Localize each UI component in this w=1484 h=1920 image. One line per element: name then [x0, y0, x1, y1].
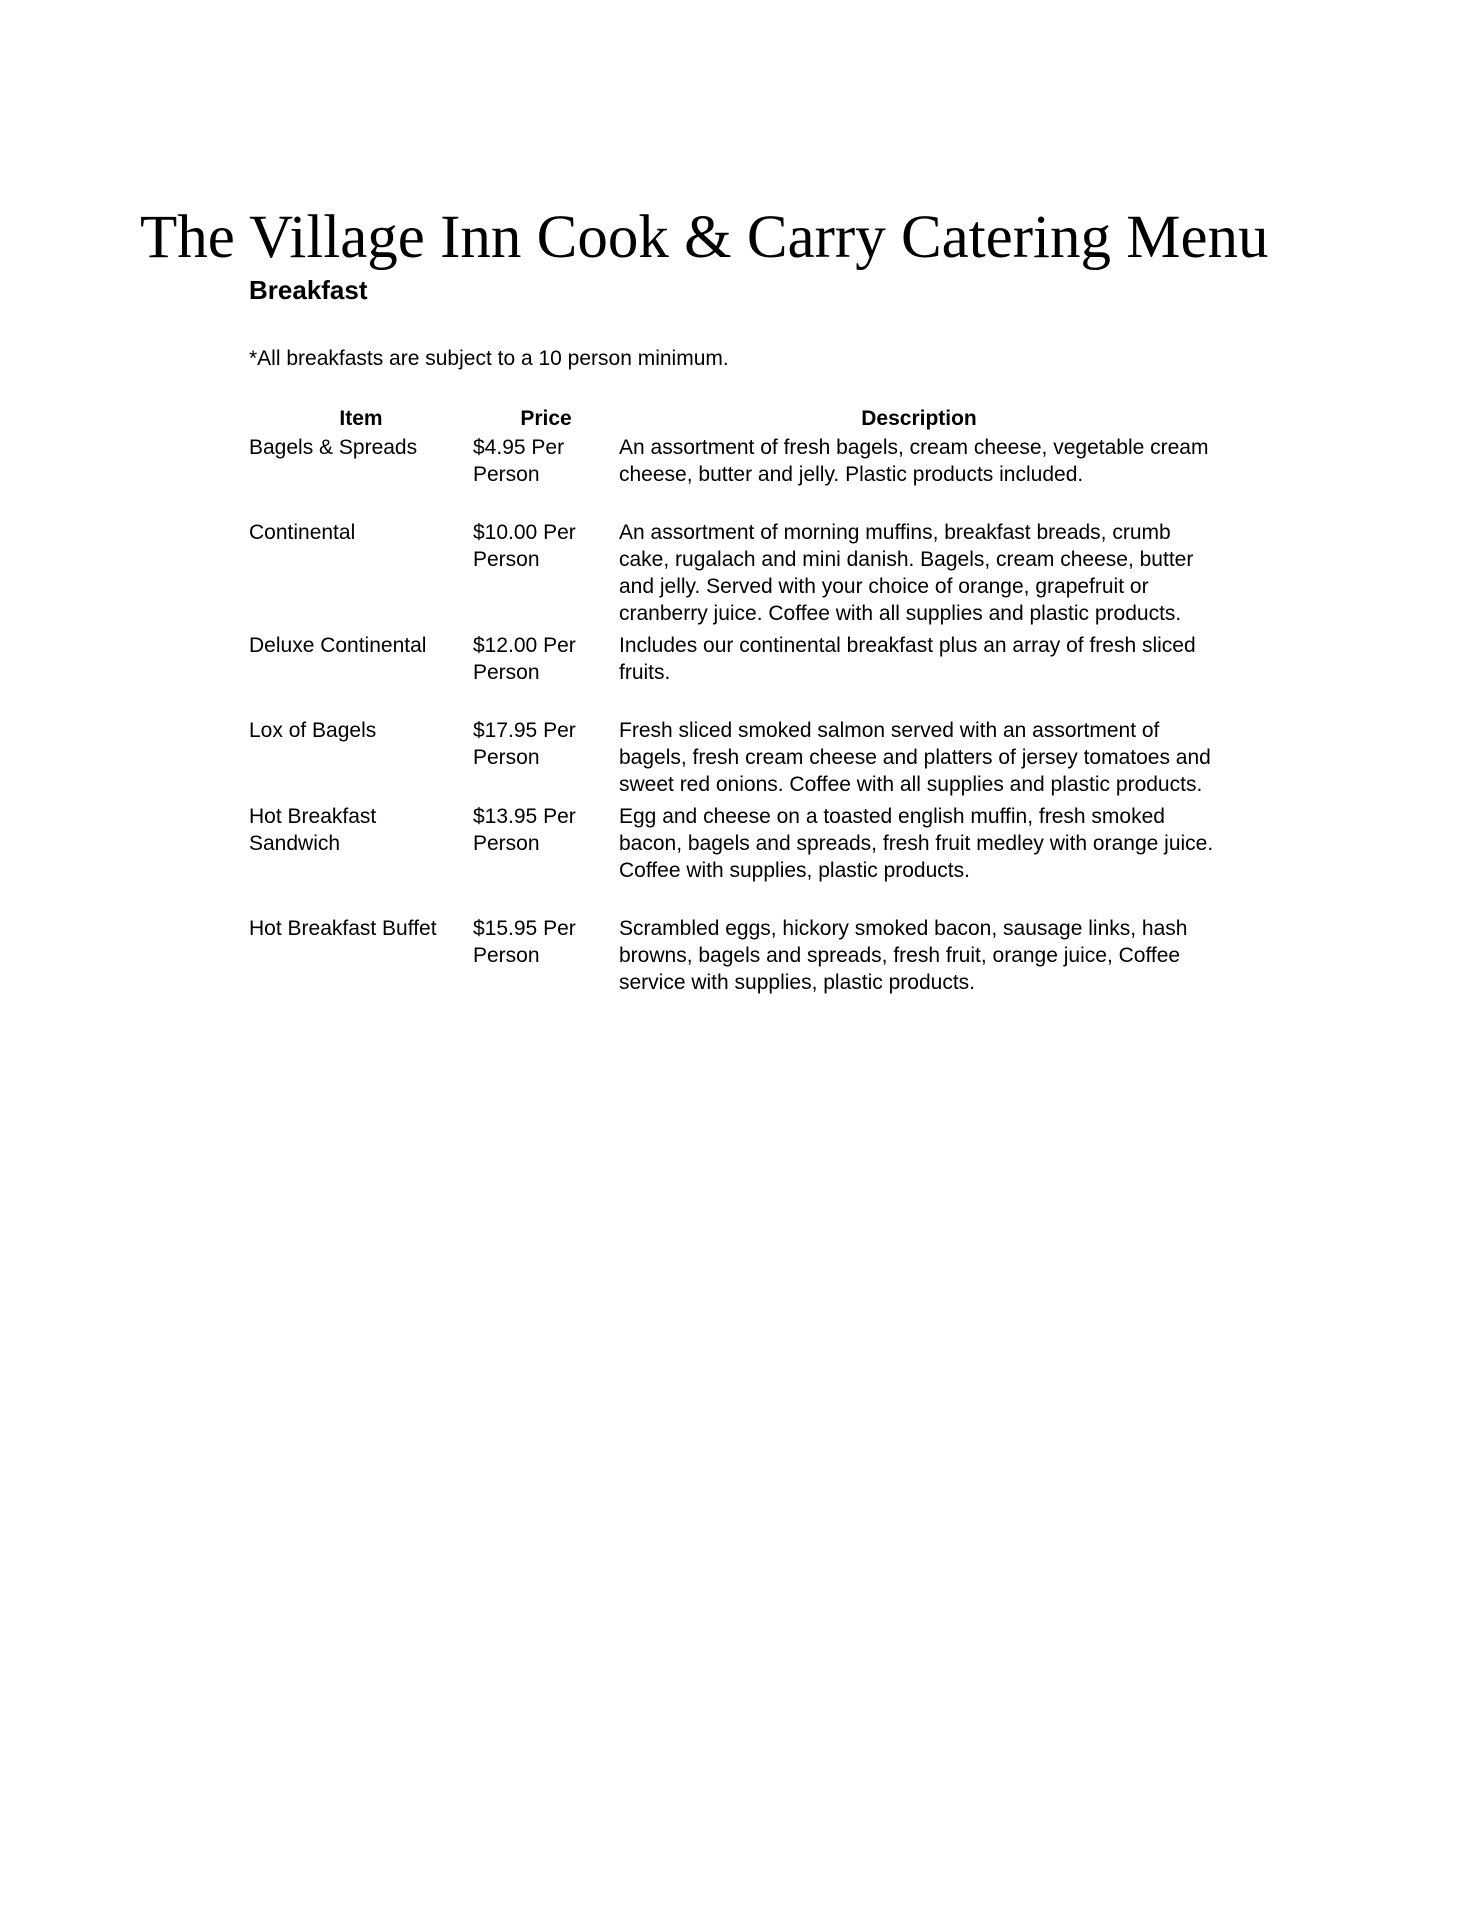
table-header-row — [249, 405, 1219, 434]
item-name: Bagels & Spreads — [249, 436, 418, 459]
item-description: An assortment of morning muffins, breakfast breads, crumb cake, rugalach and mini danish. Bagels, cream cheese, butter and jelly. Served with your choice of orange, grapefruit or cranberry juice. Coffee with all supplies and plastic products. — [619, 521, 1194, 625]
item-description: Fresh sliced smoked salmon served with an assortment of bagels, fresh cream cheese and platters of jersey tomatoes and sweet red onions. Coffee with all supplies and plastic products. — [619, 719, 1211, 796]
item-price: $17.95 Per Person — [473, 719, 576, 769]
item-description: Scrambled eggs, hickory smoked bacon, sausage links, hash browns, bagels and spreads, fresh fruit, orange juice, Coffee service with supplies, plastic products. — [619, 917, 1188, 994]
item-description: Includes our continental breakfast plus an array of fresh sliced fruits. — [619, 634, 1196, 684]
table-row — [249, 717, 1219, 803]
table-row — [249, 803, 1219, 915]
item-name: Deluxe Continental — [249, 634, 427, 657]
table-row — [249, 632, 1219, 717]
item-price: $13.95 Per Person — [473, 805, 576, 855]
item-name: Hot Breakfast Sandwich — [249, 805, 377, 855]
section-heading-breakfast: Breakfast — [249, 275, 368, 305]
header-item: Item — [339, 407, 383, 430]
item-price: $12.00 Per Person — [473, 634, 576, 684]
item-name: Lox of Bagels — [249, 719, 377, 742]
item-price: $4.95 Per Person — [473, 436, 565, 486]
item-price: $15.95 Per Person — [473, 917, 576, 967]
item-name: Continental — [249, 521, 356, 544]
breakfast-menu-table — [249, 405, 1219, 996]
item-price: $10.00 Per Person — [473, 521, 576, 571]
table-row — [249, 434, 1219, 519]
item-description: An assortment of fresh bagels, cream cheese, vegetable cream cheese, butter and jelly. Plastic products included. — [619, 436, 1209, 486]
page-title: The Village Inn Cook & Carry Catering Menu — [140, 204, 1269, 271]
minimum-note: *All breakfasts are subject to a 10 person minimum. — [249, 347, 729, 370]
table-row — [249, 915, 1219, 996]
table-row — [249, 519, 1219, 632]
header-price: Price — [520, 407, 572, 430]
item-description: Egg and cheese on a toasted english muffin, fresh smoked bacon, bagels and spreads, fresh fruit medley with orange juice. Coffee with supplies, plastic products. — [619, 805, 1214, 882]
header-description: Description — [861, 407, 977, 430]
item-name: Hot Breakfast Buffet — [249, 917, 437, 940]
